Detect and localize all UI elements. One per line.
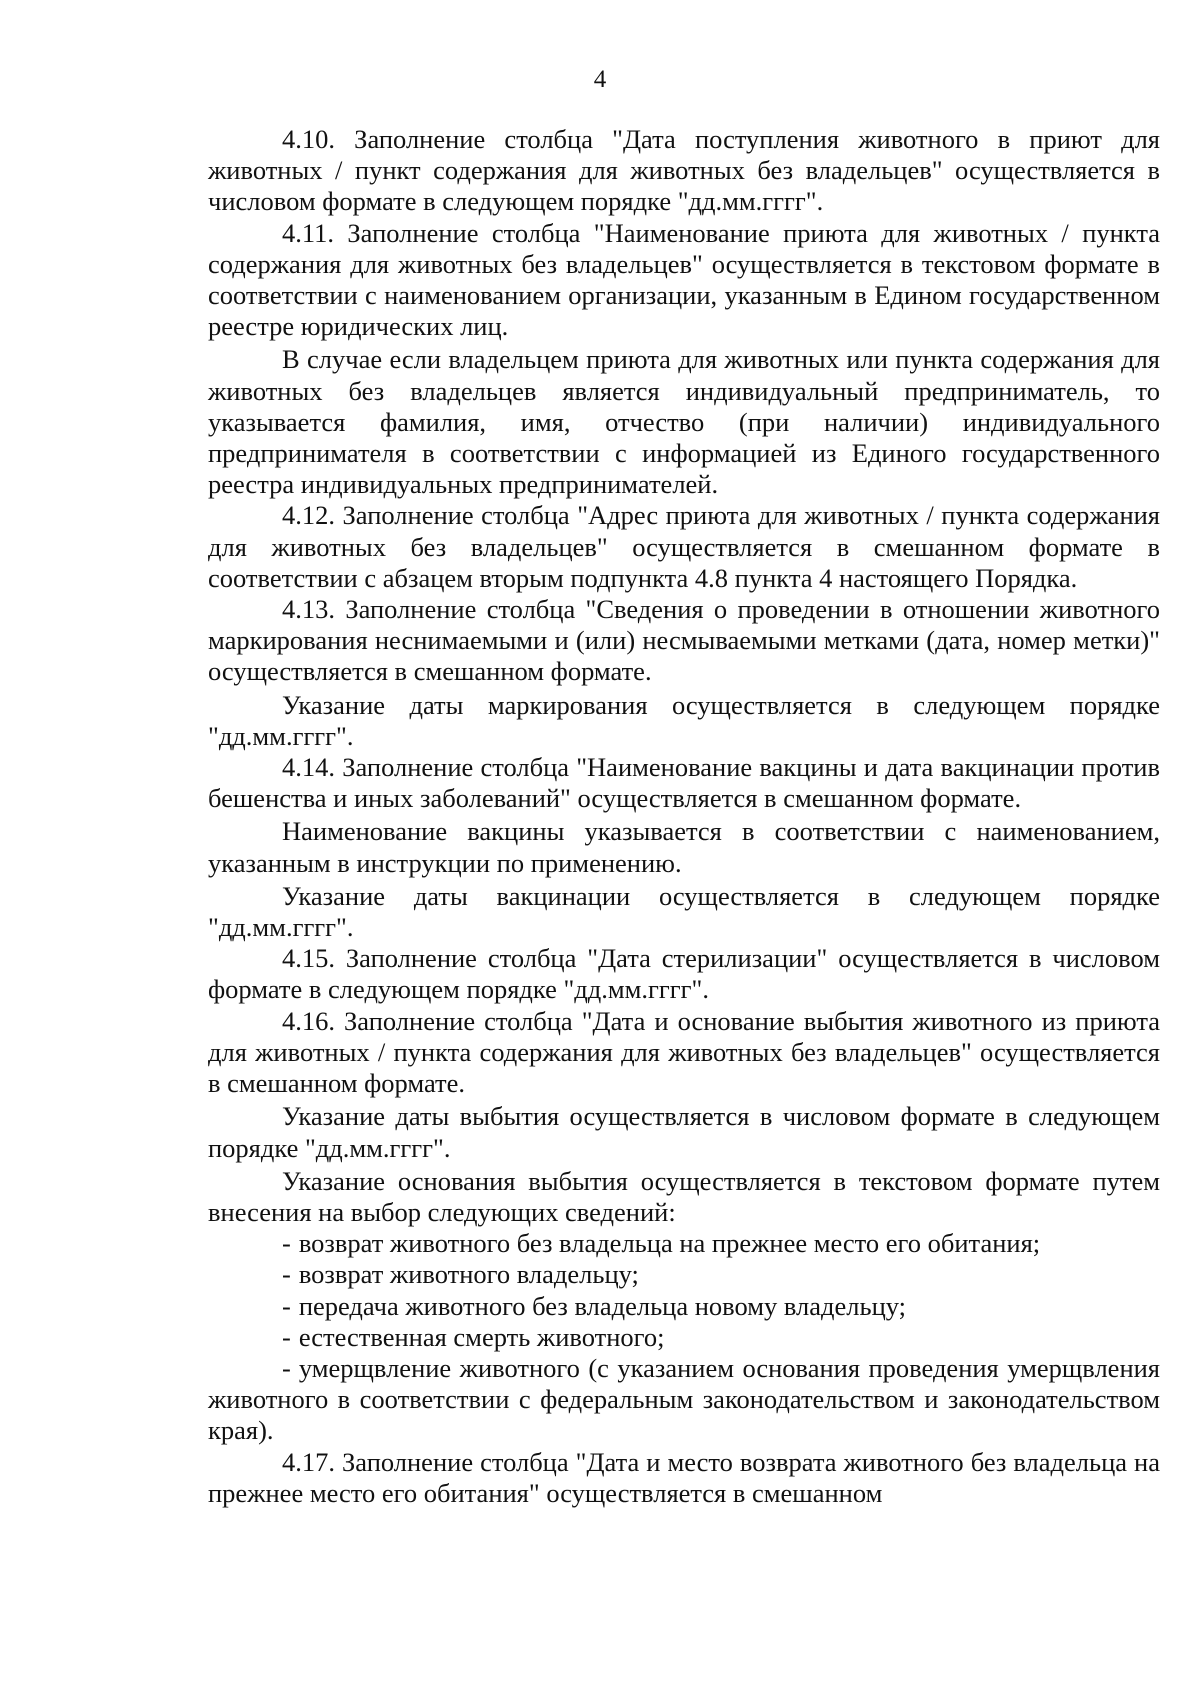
paragraph-disposal-date: Указание даты выбытия осуществляется в числовом формате в следующем порядке "дд.мм.гггг". [208,1101,1160,1163]
paragraph-4-17: 4.17. Заполнение столбца "Дата и место возврата животного без владельца на прежнее место его обитания" осуществляется в смешанном [208,1446,1160,1508]
document-body [208,124,1160,1509]
list-item-text: возврат животного владельцу; [298,1259,639,1290]
paragraph-vaccine-name: Наименование вакцины указывается в соответствии с наименованием, указанным в инструкции по применению. [208,816,1160,878]
disposal-reasons-list [208,1228,1160,1446]
list-item-text: естественная смерть животного; [298,1321,665,1352]
paragraph-4-16: 4.16. Заполнение столбца "Дата и основание выбытия животного из приюта для животных / пункта содержания для животных без владельцев" осуществляется в смешанном формате. [208,1005,1160,1099]
paragraph-vaccination-date: Указание даты вакцинации осуществляется в следующем порядке "дд.мм.гггг". [208,880,1160,943]
list-item [208,1353,1160,1447]
list-item [208,1228,1160,1259]
list-dash: - [282,1259,291,1290]
list-dash: - [282,1228,291,1259]
list-item [208,1322,1160,1353]
list-item [208,1259,1160,1290]
paragraph-4-13: 4.13. Заполнение столбца "Сведения о проведении в отношении животного маркирования неснимаемыми и (или) несмываемыми метками (дата, номер метки)" осуществляется в смешанном формате. [208,594,1160,687]
list-item-text: передача животного без владельца новому владельцу; [298,1290,907,1321]
paragraph-individual-entrepreneur: В случае если владельцем приюта для животных или пункта содержания для животных без владельцев является индивидуальный предприниматель, то указывается фамилия, имя, отчество (при наличии) индивидуального предпринимателя в соответствии с информацией из Единого государственного реестра индивидуальных предпринимателей. [208,344,1160,500]
list-item-text: умерщвление животного (с указанием основания проведения умерщвления животного в соответствии с федеральным законодательством и законодательством края). [208,1352,1160,1446]
list-item-text: возврат животного без владельца на прежнее место его обитания; [298,1228,1041,1259]
paragraph-4-10: 4.10. Заполнение столбца "Дата поступления животного в приют для животных / пункт содержания для животных без владельцев" осуществляется в числовом формате в следующем порядке "дд.мм.гггг". [208,124,1160,217]
paragraph-marking-date: Указание даты маркирования осуществляется в следующем порядке "дд.мм.гггг". [208,689,1160,751]
paragraph-4-15: 4.15. Заполнение столбца "Дата стерилизации" осуществляется в числовом формате в следующем порядке "дд.мм.гггг". [208,943,1160,1005]
page-number: 4 [593,66,607,93]
paragraph-4-12: 4.12. Заполнение столбца "Адрес приюта для животных / пункта содержания для животных без владельцев" осуществляется в смешанном формате в соответствии с абзацем вторым подпункта 4.8 пункта 4 настоящего Порядка. [208,500,1160,593]
list-dash: - [282,1321,291,1352]
paragraph-disposal-reason: Указание основания выбытия осуществляется в текстовом формате путем внесения на выбор следующих сведений: [208,1165,1160,1227]
list-dash: - [282,1352,291,1383]
paragraph-4-11: 4.11. Заполнение столбца "Наименование приюта для животных / пункта содержания для животных без владельцев" осуществляется в текстовом формате в соответствии с наименованием организации, указанным в Едином государственном реестре юридических лиц. [208,217,1160,342]
list-item [208,1291,1160,1322]
list-dash: - [282,1290,291,1321]
paragraph-4-14: 4.14. Заполнение столбца "Наименование вакцины и дата вакцинации против бешенства и иных заболеваний" осуществляется в смешанном формате. [208,752,1160,814]
